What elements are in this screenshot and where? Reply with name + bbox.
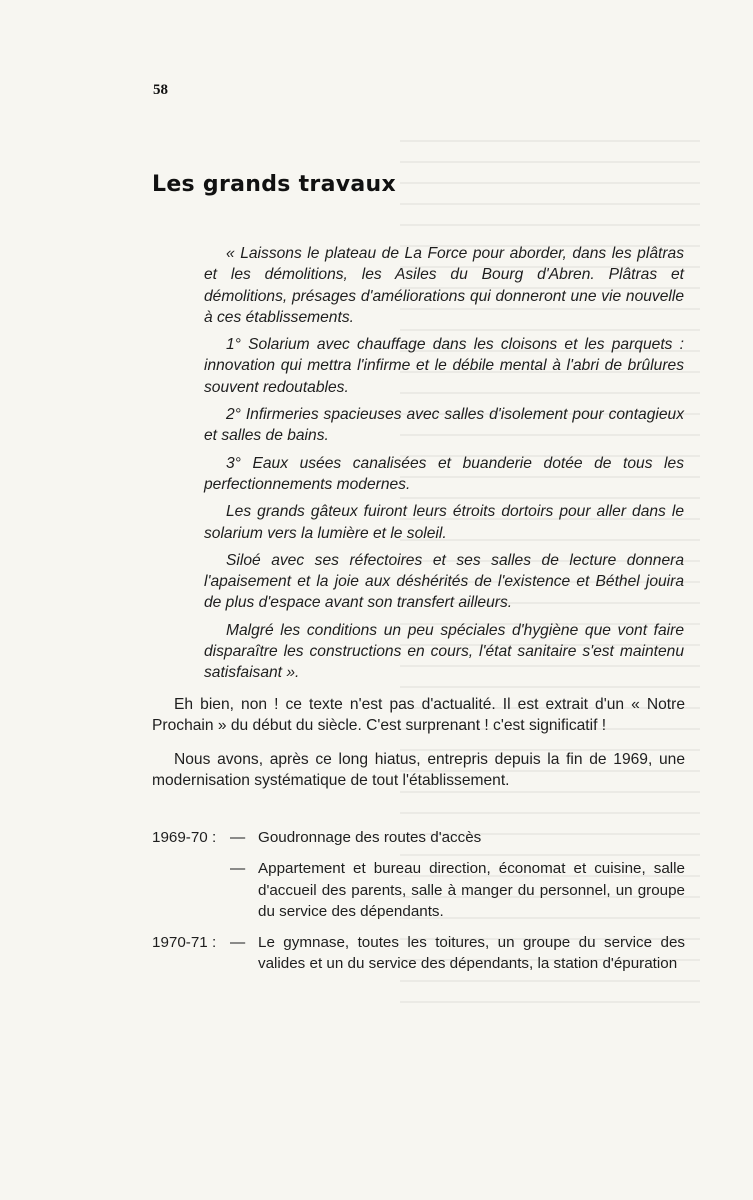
quote-paragraph: 3° Eaux usées canalisées et buanderie dotée de tous les perfectionnements modernes. [204,454,684,493]
body-text [152,694,685,803]
works-year: 1969-70 : [152,829,217,846]
quoted-passage [204,243,684,690]
quote-paragraph: 1° Solarium avec chauffage dans les cloisons et les parquets : innovation qui mettra l'infirme et le débile mental à l'abri de brûlures souvent redoutables. [204,336,684,396]
quote-paragraph: Les grands gâteux fuiront leurs étroits dortoirs pour aller dans le solarium vers la lumière et le soleil. [204,503,684,542]
works-list-item [152,858,685,922]
works-description: Goudronnage des routes d'accès [258,829,482,846]
quote-paragraph: « Laissons le plateau de La Force pour aborder, dans les plâtras et les démolitions, les Asiles du Bourg d'Abren. Plâtras et démolitions, présages d'améliorations qui donneront une vie nouvelle à ces établissements. [204,245,684,326]
works-list [152,827,685,985]
works-year [152,858,230,922]
works-list-item [152,827,685,848]
body-paragraph: Eh bien, non ! ce texte n'est pas d'actualité. Il est extrait d'un « Notre Prochain » du début du siècle. C'est surprenant ! c'est significatif ! [152,696,685,735]
works-dash: — [230,829,246,846]
works-description: Appartement et bureau direction, économat et cuisine, salle d'accueil des parents, salle à manger du personnel, un groupe du service des dépendants. [258,860,685,920]
works-dash: — [230,934,246,952]
quote-paragraph: Siloé avec ses réfectoires et ses salles de lecture donnera l'apaisement et la joie aux déshérités de l'existence et Béthel jouira de plus d'espace avant son transfert ailleurs. [204,551,684,612]
quote-paragraph: 2° Infirmeries spacieuses avec salles d'isolement pour contagieux et salles de bains. [204,406,684,445]
works-list-item [152,932,685,975]
works-year: 1970-71 : [152,934,217,952]
section-title: Les grands travaux [152,172,396,197]
works-dash: — [230,860,246,878]
body-paragraph: Nous avons, après ce long hiatus, entrepris depuis la fin de 1969, une modernisation systématique de tout l'établissement. [152,750,685,789]
page-number: 58 [153,82,168,98]
quote-paragraph: Malgré les conditions un peu spéciales d'hygiène que vont faire disparaître les constructions en cours, l'état sanitaire s'est maintenu satisfaisant ». [204,621,684,682]
works-description: Le gymnase, toutes les toitures, un groupe du service des valides et un du service des dépendants, la station d'épuration [258,934,685,973]
